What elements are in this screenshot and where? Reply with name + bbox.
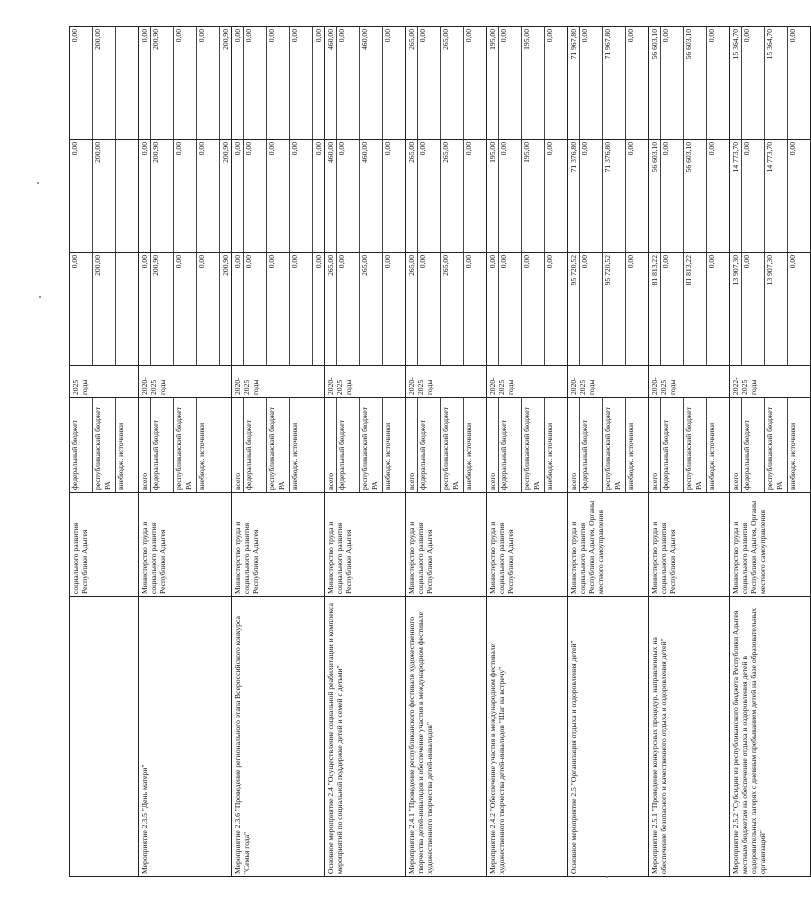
funding-source: всего [568, 398, 580, 492]
funding-source: федеральный бюджет [337, 398, 360, 492]
value-cell: 265,00 [406, 253, 418, 365]
value-cell: 0,00 [290, 253, 313, 365]
funding-source: внебюдж. источники [290, 422, 299, 490]
value-cell: 0,00 [580, 27, 603, 139]
value-cell: 0,00 [626, 29, 635, 43]
value-cell: 200,00 [93, 140, 116, 252]
period: 2022-2025 годы [730, 366, 811, 398]
value-cell: 0,00 [742, 253, 765, 365]
year-values [487, 140, 568, 253]
value-total: 0,00 [314, 255, 323, 269]
value-cell: 265,00 [441, 27, 464, 139]
year-values [730, 140, 811, 253]
value-cell: 0,00 [661, 27, 684, 139]
executor: Министерство труда и социального развития Республики Адыгея [139, 493, 232, 597]
value-cell: 0,00 [197, 253, 220, 365]
value-cell: 0,00 [383, 142, 392, 156]
funding-source: республиканский бюджет РА [765, 398, 788, 492]
year-values [568, 27, 649, 140]
value-cell: 14 773,70 [765, 140, 788, 252]
value-cell: 0,00 [788, 29, 797, 43]
measure-name: Мероприятие 2.3.6 "Проведение регионального этапа Всероссийского конкурса "Семья года" [232, 597, 325, 877]
value-cell: 265,00 [406, 27, 418, 139]
value-cell: 15 364,70 [765, 27, 788, 139]
value-cell: 0,00 [197, 140, 220, 252]
year-values [232, 140, 325, 253]
measure-name: Мероприятие 2.4.1 "Проведение республиканского фестиваля художественного творчества детей-инвалидов и обеспечение участия в международном фестивале художественного творчества детей-инвалидов" [406, 597, 487, 877]
period: 2025 годы [70, 366, 139, 398]
year-values [325, 253, 406, 366]
value-cell: 0,00 [232, 27, 244, 139]
measure-name [70, 597, 139, 877]
table-row [325, 27, 406, 877]
value-cell: 0,00 [788, 142, 797, 156]
value-cell: 0,00 [174, 253, 197, 365]
value-cell: 0,00 [267, 140, 290, 252]
period: 2020-2025 годы [487, 366, 568, 398]
value-cell: 460,00 [325, 140, 337, 252]
value-cell: 0,00 [290, 27, 313, 139]
value-cell: 13 907,30 [730, 253, 742, 365]
value-cell: 0,00 [139, 140, 151, 252]
year-values [406, 253, 487, 366]
value-cell: 195,00 [522, 140, 545, 252]
measure-name: Основное мероприятие 2.4 "Осуществление социальной реабилитации и комплекса мероприятий по социальной поддержке детей и семей с детьми" [325, 597, 406, 877]
year-values [649, 253, 730, 366]
value-cell: 0,00 [418, 27, 441, 139]
funding-sources [649, 398, 730, 493]
year-values [568, 140, 649, 253]
measure-name: Мероприятие 2.4.2 "Обеспечение участия в международном фестивале художественного творчества детей-инвалидов "Шаг на встречу" [487, 597, 568, 877]
value-cell: 0,00 [418, 253, 441, 365]
funding-source: федеральный бюджет [244, 398, 267, 492]
value-cell: 15 364,70 [730, 27, 742, 139]
value-cell: 0,00 [174, 27, 197, 139]
period: 2020-2025 годы [406, 366, 487, 398]
value-cell: 56 603,10 [649, 27, 661, 139]
measure-name: Мероприятие 2.5.1 "Проведение конкурсных процедур, направленных на обеспечение безопасного и качественного отдыха и оздоровления детей" [649, 597, 730, 877]
rotated-table-wrapper [69, 27, 797, 877]
value-cell: 0,00 [742, 140, 765, 252]
executor: Министерство труда и социального развития Республики Адыгея, Органы местного самоуправления [568, 493, 649, 597]
funding-source: внебюдж. источники [626, 422, 635, 490]
value-cell: 265,00 [325, 253, 337, 365]
value-cell: 14 773,70 [730, 140, 742, 252]
funding-source: федеральный бюджет [580, 398, 603, 492]
value-cell: 0,00 [545, 255, 554, 269]
value-cell: 0,00 [499, 253, 522, 365]
value-total: 0,00 [314, 142, 323, 156]
year-values [139, 27, 232, 140]
funding-source: внебюдж. источники [545, 422, 554, 490]
value-cell: 0,00 [244, 140, 267, 252]
value-cell: 0,00 [545, 29, 554, 43]
funding-source: всего [139, 398, 151, 492]
funding-source: федеральный бюджет [742, 398, 765, 492]
value-cell: 0,00 [267, 27, 290, 139]
funding-source: республиканский бюджет РА [522, 398, 545, 492]
funding-sources [70, 398, 139, 493]
year-values [70, 140, 139, 253]
value-cell: 95 720,52 [568, 253, 580, 365]
funding-sources [487, 398, 568, 493]
value-total: 0,00 [314, 29, 323, 43]
value-cell: 265,00 [441, 253, 464, 365]
value-cell: 195,00 [487, 27, 499, 139]
value-cell: 0,00 [337, 140, 360, 252]
program-measures-table [69, 26, 811, 877]
year-values [487, 253, 568, 366]
funding-source: внебюдж. источники [116, 422, 125, 490]
value-cell: 0,00 [661, 253, 684, 365]
funding-source: всего [406, 398, 418, 492]
value-cell: 56 603,10 [684, 140, 707, 252]
value-cell: 200,90 [151, 27, 174, 139]
scan-speck [606, 876, 608, 878]
measure-name: Основное мероприятие 2.5 "Организация отдыха и оздоровления детей" [568, 597, 649, 877]
value-cell: 0,00 [267, 253, 290, 365]
scan-speck [37, 182, 39, 184]
value-cell: 71 967,80 [603, 27, 626, 139]
measure-name: Мероприятие 2.5.2 "Субсидии из республиканского бюджета Республики Адыгея местным бюджетам на обеспечение отдыха и оздоровления детей в оздоровительных лагерях с дневным пребыванием детей на базе образовательных организаций" [730, 597, 811, 877]
scan-speck [39, 296, 41, 298]
value-cell: 265,00 [406, 140, 418, 252]
value-cell: 0,00 [418, 140, 441, 252]
executor: социального развития Республики Адыгея [70, 493, 139, 597]
value-cell: 200,00 [93, 27, 116, 139]
year-values [406, 140, 487, 253]
value-cell: 0,00 [464, 29, 473, 43]
funding-sources [232, 398, 325, 493]
executor: Министерство труда и социального развития Республики Адыгея, Органы местного самоуправления [730, 493, 811, 597]
value-cell: 460,00 [360, 27, 383, 139]
value-cell: 0,00 [580, 140, 603, 252]
value-cell [116, 253, 138, 365]
period: 2020-2025 годы [325, 366, 406, 398]
funding-source: федеральный бюджет [418, 398, 441, 492]
year-values [730, 253, 811, 366]
funding-source: федеральный бюджет [661, 398, 684, 492]
funding-source: республиканский бюджет РА [93, 398, 116, 492]
value-cell: 56 603,10 [684, 27, 707, 139]
value-cell: 0,00 [487, 253, 499, 365]
value-cell: 0,00 [337, 253, 360, 365]
year-values [487, 27, 568, 140]
period: 2020-2025 годы [232, 366, 325, 398]
value-cell: 71 376,80 [603, 140, 626, 252]
value-cell: 460,00 [360, 140, 383, 252]
value-cell: 71 376,80 [568, 140, 580, 252]
period: 2020-2025 годы [568, 366, 649, 398]
funding-sources [325, 398, 406, 493]
value-cell: 0,00 [337, 27, 360, 139]
funding-source: республиканский бюджет РА [174, 398, 197, 492]
funding-source: внебюдж. источники [383, 422, 392, 490]
funding-source: республиканский бюджет РА [267, 398, 290, 492]
year-values [406, 27, 487, 140]
table-row [487, 27, 568, 877]
value-cell: 56 603,10 [649, 140, 661, 252]
value-cell: 0,00 [464, 255, 473, 269]
value-cell: 81 813,22 [649, 253, 661, 365]
funding-sources [568, 398, 649, 493]
executor: Министерство труда и социального развития Республики Адыгея [649, 493, 730, 597]
value-cell: 0,00 [139, 253, 151, 365]
value-cell: 0,00 [290, 140, 313, 252]
value-cell: 200,90 [151, 140, 174, 252]
value-cell: 0,00 [499, 27, 522, 139]
value-cell: 0,00 [244, 253, 267, 365]
year-values [139, 253, 232, 366]
funding-source: всего [730, 398, 742, 492]
value-cell [116, 27, 138, 139]
value-cell: 195,00 [487, 140, 499, 252]
executor: Министерство труда и социального развития Республики Адыгея [406, 493, 487, 597]
value-cell: 265,00 [360, 253, 383, 365]
table-row [406, 27, 487, 877]
year-values [232, 27, 325, 140]
value-total: 200,90 [221, 255, 230, 276]
value-cell: 265,00 [441, 140, 464, 252]
value-cell: 0,00 [174, 140, 197, 252]
period: 2020-2025 годы [649, 366, 730, 398]
funding-source: внебюдж. источники [707, 422, 716, 490]
funding-sources [139, 398, 232, 493]
executor: Министерство труда и социального развития Республики Адыгея [487, 493, 568, 597]
funding-source: федеральный бюджет [151, 398, 174, 492]
value-cell: 13 907,30 [765, 253, 788, 365]
value-cell: 0,00 [742, 27, 765, 139]
value-cell: 0,00 [197, 27, 220, 139]
table-row [232, 27, 325, 877]
value-total: 200,90 [221, 142, 230, 163]
value-cell: 0,00 [383, 255, 392, 269]
year-values [730, 27, 811, 140]
value-cell: 0,00 [232, 140, 244, 252]
funding-source: республиканский бюджет РА [603, 398, 626, 492]
year-values [70, 253, 139, 366]
funding-sources [730, 398, 811, 493]
table-row [568, 27, 649, 877]
funding-source: всего [487, 398, 499, 492]
year-values [70, 27, 139, 140]
executor: Министерство труда и социального развития Республики Адыгея [325, 493, 406, 597]
value-cell: 0,00 [70, 253, 93, 365]
funding-source: республиканский бюджет РА [441, 398, 464, 492]
value-cell: 0,00 [580, 253, 603, 365]
table-row [139, 27, 232, 877]
value-cell: 0,00 [788, 255, 797, 269]
funding-source: федеральный бюджет [499, 398, 522, 492]
measure-name: Мероприятие 2.3.5 "День матери" [139, 597, 232, 877]
funding-source: федеральный бюджет [70, 398, 93, 492]
value-cell: 0,00 [707, 142, 716, 156]
funding-source: всего [649, 398, 661, 492]
value-cell: 95 720,52 [603, 253, 626, 365]
year-values [649, 27, 730, 140]
table-row [730, 27, 811, 877]
value-cell: 0,00 [70, 27, 93, 139]
value-cell: 71 967,80 [568, 27, 580, 139]
value-cell: 200,90 [151, 253, 174, 365]
executor: Министерство труда и социального развития Республики Адыгея [232, 493, 325, 597]
funding-source: всего [232, 398, 244, 492]
year-values [325, 140, 406, 253]
value-cell: 0,00 [707, 29, 716, 43]
funding-source: внебюдж. источники [788, 422, 797, 490]
value-cell: 460,00 [325, 27, 337, 139]
funding-source: республиканский бюджет РА [360, 398, 383, 492]
value-cell: 0,00 [522, 253, 545, 365]
year-values [325, 27, 406, 140]
value-cell: 0,00 [707, 255, 716, 269]
year-values [649, 140, 730, 253]
value-cell: 0,00 [626, 142, 635, 156]
funding-sources [406, 398, 487, 493]
value-cell: 0,00 [464, 142, 473, 156]
funding-source: республиканский бюджет РА [684, 398, 707, 492]
value-cell [116, 140, 138, 252]
funding-source: всего [325, 398, 337, 492]
value-cell: 0,00 [232, 253, 244, 365]
value-cell: 81 813,22 [684, 253, 707, 365]
value-cell: 0,00 [383, 29, 392, 43]
table-row [649, 27, 730, 877]
year-values [568, 253, 649, 366]
year-values [232, 253, 325, 366]
year-values [139, 140, 232, 253]
value-cell: 200,00 [93, 253, 116, 365]
value-cell: 0,00 [661, 140, 684, 252]
value-cell: 0,00 [545, 142, 554, 156]
value-cell: 0,00 [70, 140, 93, 252]
value-cell: 0,00 [499, 140, 522, 252]
value-cell: 0,00 [244, 27, 267, 139]
funding-source: внебюдж. источники [197, 422, 206, 490]
table-row [70, 27, 139, 877]
value-cell: 195,00 [522, 27, 545, 139]
value-cell: 0,00 [139, 27, 151, 139]
value-total: 200,90 [221, 29, 230, 50]
funding-source: внебюдж. источники [464, 422, 473, 490]
value-cell: 0,00 [626, 255, 635, 269]
period: 2020-2025 годы [139, 366, 232, 398]
